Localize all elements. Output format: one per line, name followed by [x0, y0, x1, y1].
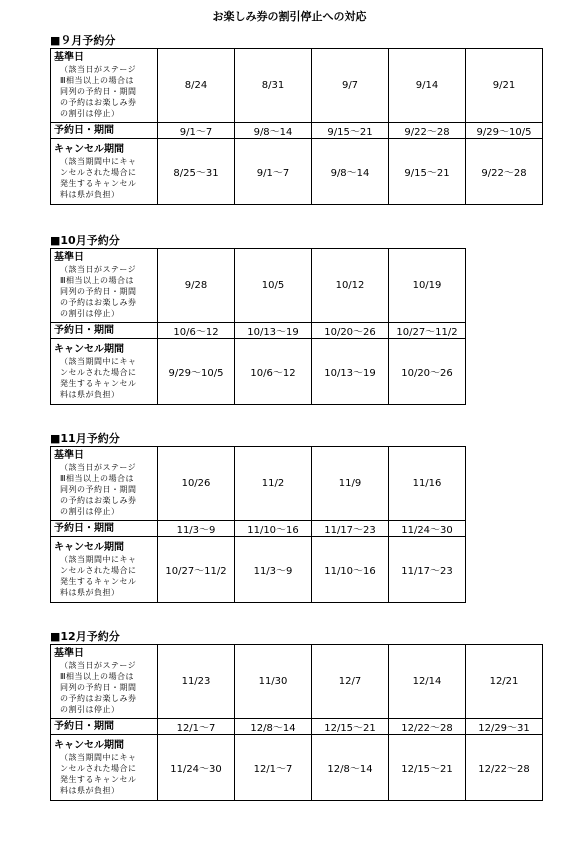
booking-period-cell: 9/15～21 [312, 123, 389, 139]
schedule-section [50, 34, 543, 205]
booking-period-cell: 10/27～11/2 [389, 323, 466, 339]
section-heading: ■12月予約分 [50, 630, 120, 643]
cancel-period-cell: 12/22～28 [466, 735, 543, 801]
base-date-cell: 12/7 [312, 645, 389, 719]
booking-period-cell: 11/24～30 [389, 521, 466, 537]
section-heading: ■11月予約分 [50, 432, 120, 445]
cancel-period-cell: 10/6～12 [235, 339, 312, 405]
base-date-label-note-line: の割引は停止） [60, 309, 120, 318]
cancel-period-label-note-line: 料は県が負担） [60, 189, 120, 199]
booking-period-cell: 9/1～7 [158, 123, 235, 139]
base-date-cell: 11/2 [235, 447, 312, 521]
base-date-label-cell [51, 645, 158, 719]
base-date-cell: 11/23 [158, 645, 235, 719]
booking-period-cell: 10/20～26 [312, 323, 389, 339]
cancel-period-label-title: キャンセル期間 [54, 739, 124, 751]
booking-period-cell: 12/29～31 [466, 719, 543, 735]
schedule-table [50, 644, 543, 801]
booking-period-label: 予約日・期間 [54, 124, 114, 136]
cancel-period-row [51, 139, 543, 205]
base-date-cell: 12/21 [466, 645, 543, 719]
base-date-row [51, 49, 543, 123]
base-date-label-note-line: の予約はお楽しみ券 [60, 496, 137, 505]
booking-period-label: 予約日・期間 [54, 720, 114, 732]
cancel-period-row [51, 339, 466, 405]
booking-period-label-cell [51, 521, 158, 537]
base-date-row [51, 645, 543, 719]
base-date-cell: 11/30 [235, 645, 312, 719]
cancel-period-label-note-line: 発生するキャンセル [60, 774, 137, 784]
booking-period-cell: 11/17～23 [312, 521, 389, 537]
base-date-cell: 12/14 [389, 645, 466, 719]
cancel-period-cell: 9/8～14 [312, 139, 389, 205]
cancel-period-label-note-line: 料は県が負担） [60, 389, 120, 399]
cancel-period-label-title: キャンセル期間 [54, 541, 124, 553]
booking-period-cell: 12/1～7 [158, 719, 235, 735]
booking-period-cell: 12/8～14 [235, 719, 312, 735]
booking-period-label: 予約日・期間 [54, 522, 114, 534]
schedule-table [50, 248, 466, 405]
cancel-period-label-note-line: 料は県が負担） [60, 587, 120, 597]
cancel-period-cell: 9/15～21 [389, 139, 466, 205]
base-date-cell: 9/28 [158, 249, 235, 323]
schedule-table [50, 446, 466, 603]
cancel-period-label-cell [51, 735, 158, 801]
base-date-label-note-line: Ⅲ相当以上の場合は [60, 276, 135, 285]
cancel-period-label-note-line: ンセルされた場合に [60, 565, 137, 575]
cancel-period-cell: 10/20～26 [389, 339, 466, 405]
base-date-cell: 9/7 [312, 49, 389, 123]
cancel-period-cell: 10/13～19 [312, 339, 389, 405]
base-date-label-note-line: 同列の予約日・期間 [60, 87, 137, 96]
cancel-period-label-note-line: 料は県が負担） [60, 785, 120, 795]
base-date-cell: 8/31 [235, 49, 312, 123]
base-date-label-title: 基準日 [54, 648, 84, 659]
cancel-period-row [51, 735, 543, 801]
booking-period-row [51, 719, 543, 735]
base-date-label-title: 基準日 [54, 52, 84, 63]
cancel-period-label-note-line: ンセルされた場合に [60, 763, 137, 773]
base-date-row [51, 249, 466, 323]
booking-period-row [51, 521, 466, 537]
base-date-label-note-line: の予約はお楽しみ券 [60, 98, 137, 107]
booking-period-cell: 11/3～9 [158, 521, 235, 537]
cancel-period-label-note-line: （該当期間中にキャ [60, 752, 137, 762]
cancel-period-label-note-line: ンセルされた場合に [60, 367, 137, 377]
base-date-label-note-line: （該当日がステージ [60, 661, 137, 670]
cancel-period-label-note-line: 発生するキャンセル [60, 378, 137, 388]
cancel-period-cell: 11/17～23 [389, 537, 466, 603]
cancel-period-cell: 10/27～11/2 [158, 537, 235, 603]
base-date-label-note-line: Ⅲ相当以上の場合は [60, 76, 135, 85]
cancel-period-label-note-line: （該当期間中にキャ [60, 356, 137, 366]
booking-period-cell: 10/6～12 [158, 323, 235, 339]
booking-period-label: 予約日・期間 [54, 324, 114, 336]
cancel-period-cell: 9/22～28 [466, 139, 543, 205]
booking-period-cell: 9/8～14 [235, 123, 312, 139]
base-date-cell: 10/5 [235, 249, 312, 323]
base-date-cell: 11/16 [389, 447, 466, 521]
base-date-label-note-line: （該当日がステージ [60, 65, 137, 74]
booking-period-cell: 12/22～28 [389, 719, 466, 735]
base-date-cell: 10/12 [312, 249, 389, 323]
base-date-label-cell [51, 447, 158, 521]
base-date-row [51, 447, 466, 521]
base-date-label-note-line: 同列の予約日・期間 [60, 485, 137, 494]
base-date-label-note-line: の予約はお楽しみ券 [60, 298, 137, 307]
base-date-cell: 9/14 [389, 49, 466, 123]
booking-period-cell: 11/10～16 [235, 521, 312, 537]
base-date-label-note-line: （該当日がステージ [60, 463, 137, 472]
booking-period-row [51, 323, 466, 339]
cancel-period-label-note-line: ンセルされた場合に [60, 167, 137, 177]
booking-period-cell: 12/15～21 [312, 719, 389, 735]
base-date-label-note-line: 同列の予約日・期間 [60, 287, 137, 296]
cancel-period-cell: 8/25～31 [158, 139, 235, 205]
document-title: お楽しみ券の割引停止への対応 [212, 10, 367, 23]
cancel-period-label-title: キャンセル期間 [54, 143, 124, 155]
section-heading: ■10月予約分 [50, 234, 120, 247]
base-date-label-note-line: 同列の予約日・期間 [60, 683, 137, 692]
base-date-cell: 9/21 [466, 49, 543, 123]
base-date-cell: 11/9 [312, 447, 389, 521]
cancel-period-label-note-line: （該当期間中にキャ [60, 554, 137, 564]
base-date-label-note-line: の予約はお楽しみ券 [60, 694, 137, 703]
base-date-label-cell [51, 49, 158, 123]
schedule-section [50, 432, 466, 603]
booking-period-cell: 10/13～19 [235, 323, 312, 339]
cancel-period-label-note-line: （該当期間中にキャ [60, 156, 137, 166]
base-date-label-note-line: の割引は停止） [60, 705, 120, 714]
base-date-label-title: 基準日 [54, 450, 84, 461]
cancel-period-cell: 12/15～21 [389, 735, 466, 801]
base-date-cell: 10/19 [389, 249, 466, 323]
base-date-label-note-line: （該当日がステージ [60, 265, 137, 274]
base-date-cell: 10/26 [158, 447, 235, 521]
cancel-period-cell: 12/1～7 [235, 735, 312, 801]
base-date-label-note-line: Ⅲ相当以上の場合は [60, 672, 135, 681]
cancel-period-label-cell [51, 139, 158, 205]
cancel-period-cell: 11/10～16 [312, 537, 389, 603]
base-date-cell: 8/24 [158, 49, 235, 123]
base-date-label-cell [51, 249, 158, 323]
section-heading: ■９月予約分 [50, 34, 116, 47]
cancel-period-label-note-line: 発生するキャンセル [60, 576, 137, 586]
booking-period-label-cell [51, 123, 158, 139]
booking-period-label-cell [51, 323, 158, 339]
cancel-period-cell: 11/3～9 [235, 537, 312, 603]
schedule-section [50, 234, 466, 405]
base-date-label-note-line: の割引は停止） [60, 507, 120, 516]
schedule-section [50, 630, 543, 801]
base-date-label-title: 基準日 [54, 252, 84, 263]
cancel-period-cell: 9/1～7 [235, 139, 312, 205]
cancel-period-cell: 11/24～30 [158, 735, 235, 801]
cancel-period-label-cell [51, 537, 158, 603]
booking-period-label-cell [51, 719, 158, 735]
booking-period-cell: 9/29～10/5 [466, 123, 543, 139]
cancel-period-row [51, 537, 466, 603]
cancel-period-label-note-line: 発生するキャンセル [60, 178, 137, 188]
booking-period-cell: 9/22～28 [389, 123, 466, 139]
cancel-period-cell: 12/8～14 [312, 735, 389, 801]
cancel-period-label-title: キャンセル期間 [54, 343, 124, 355]
booking-period-row [51, 123, 543, 139]
base-date-label-note-line: Ⅲ相当以上の場合は [60, 474, 135, 483]
cancel-period-label-cell [51, 339, 158, 405]
base-date-label-note-line: の割引は停止） [60, 109, 120, 118]
cancel-period-cell: 9/29～10/5 [158, 339, 235, 405]
schedule-table [50, 48, 543, 205]
